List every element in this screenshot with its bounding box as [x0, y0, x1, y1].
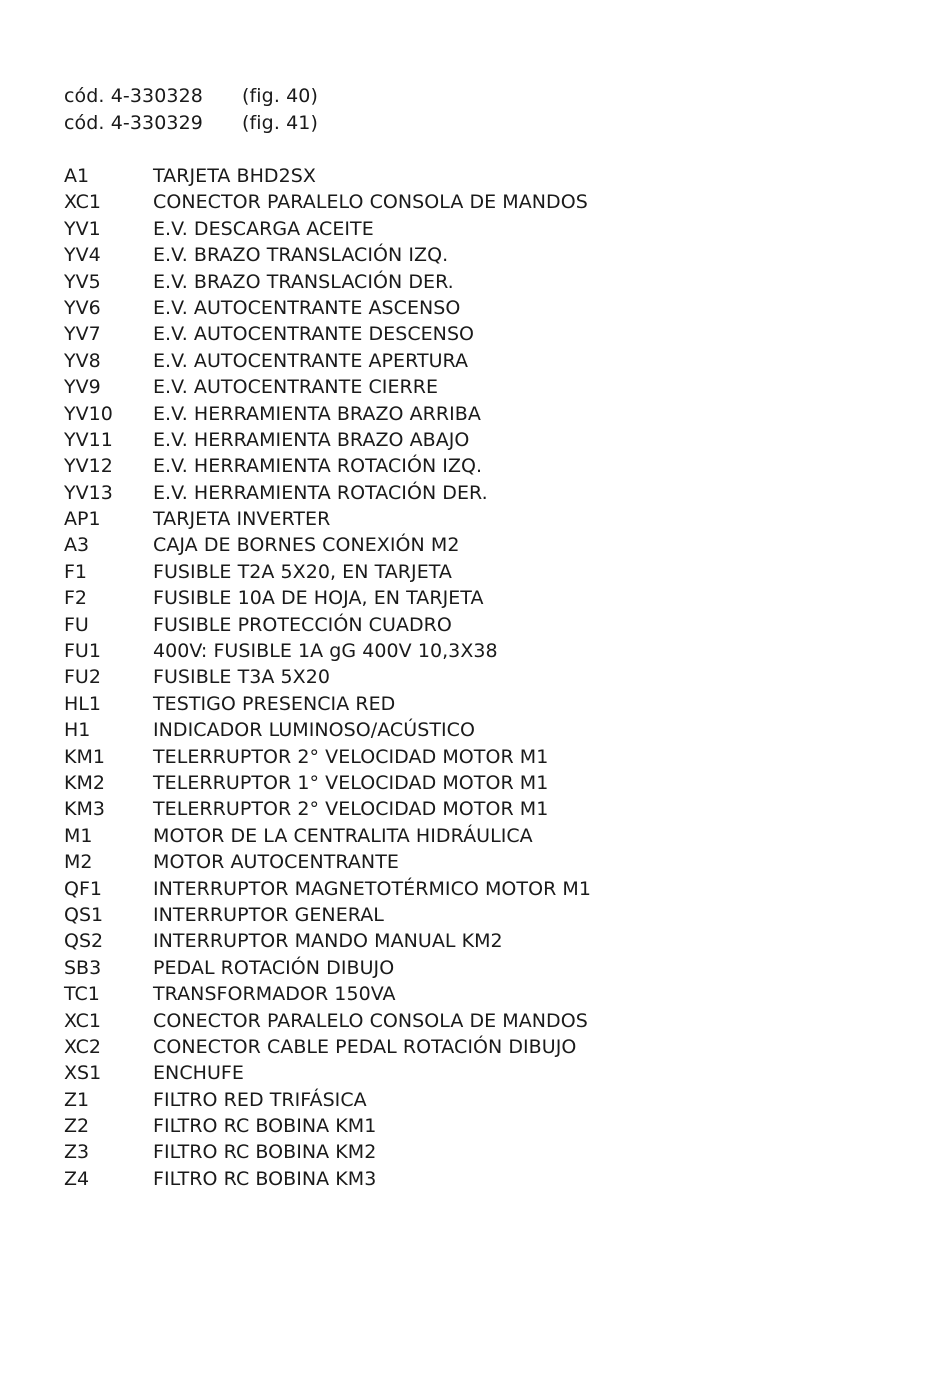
component-code: YV8	[64, 349, 101, 372]
legend-row	[64, 163, 924, 189]
component-code: YV13	[64, 481, 113, 504]
component-description: E.V. AUTOCENTRANTE DESCENSO	[153, 323, 475, 346]
component-code: FU2	[64, 666, 101, 689]
component-code: HL1	[64, 692, 101, 715]
component-description: MOTOR DE LA CENTRALITA HIDRÁULICA	[153, 824, 533, 847]
component-description: FILTRO RED TRIFÁSICA	[153, 1088, 367, 1111]
component-description: INTERRUPTOR MAGNETOTÉRMICO MOTOR M1	[153, 877, 592, 900]
component-description: TELERRUPTOR 1° VELOCIDAD MOTOR M1	[153, 771, 549, 794]
component-code: XS1	[64, 1062, 102, 1085]
component-code: F2	[64, 587, 88, 610]
component-description: TELERRUPTOR 2° VELOCIDAD MOTOR M1	[153, 745, 549, 768]
legend-row	[64, 585, 924, 611]
component-code: AP1	[64, 508, 101, 531]
component-legend	[64, 163, 924, 1192]
legend-row	[64, 374, 924, 400]
component-description: CONECTOR CABLE PEDAL ROTACIÓN DIBUJO	[153, 1035, 577, 1058]
legend-row	[64, 823, 924, 849]
component-code: FU1	[64, 640, 101, 663]
component-description: INDICADOR LUMINOSO/ACÚSTICO	[153, 719, 475, 742]
legend-row	[64, 216, 924, 242]
component-description: PEDAL ROTACIÓN DIBUJO	[153, 956, 395, 979]
legend-row	[64, 1034, 924, 1060]
component-description: E.V. BRAZO TRANSLACIÓN IZQ.	[153, 244, 449, 267]
legend-row	[64, 1113, 924, 1139]
component-code: YV9	[64, 376, 101, 399]
legend-row	[64, 348, 924, 374]
component-code: YV7	[64, 323, 101, 346]
component-description: E.V. HERRAMIENTA ROTACIÓN IZQ.	[153, 455, 483, 478]
component-description: E.V. HERRAMIENTA BRAZO ARRIBA	[153, 402, 481, 425]
product-code: cód. 4-330328	[64, 85, 203, 107]
component-description: INTERRUPTOR GENERAL	[153, 903, 384, 926]
component-code: YV1	[64, 217, 101, 240]
legend-row	[64, 532, 924, 558]
component-code: XC1	[64, 1009, 101, 1032]
legend-row	[64, 770, 924, 796]
component-code: YV4	[64, 244, 101, 267]
component-description: FILTRO RC BOBINA KM1	[153, 1115, 377, 1138]
component-description: 400V: FUSIBLE 1A gG 400V 10,3X38	[153, 640, 498, 663]
legend-row	[64, 1087, 924, 1113]
component-code: YV6	[64, 296, 101, 319]
component-code: F1	[64, 560, 88, 583]
legend-row	[64, 321, 924, 347]
legend-row	[64, 691, 924, 717]
component-code: KM1	[64, 745, 105, 768]
component-description: FUSIBLE 10A DE HOJA, EN TARJETA	[153, 587, 484, 610]
legend-row	[64, 876, 924, 902]
legend-row	[64, 796, 924, 822]
component-code: XC1	[64, 191, 101, 214]
component-code: Z1	[64, 1088, 90, 1111]
component-description: FUSIBLE T3A 5X20	[153, 666, 330, 689]
legend-row	[64, 1008, 924, 1034]
legend-row	[64, 1060, 924, 1086]
legend-row	[64, 612, 924, 638]
component-code: YV5	[64, 270, 101, 293]
legend-row	[64, 955, 924, 981]
legend-row	[64, 559, 924, 585]
figure-reference: (fig. 41)	[242, 112, 319, 134]
component-description: FUSIBLE T2A 5X20, EN TARJETA	[153, 560, 452, 583]
legend-row	[64, 638, 924, 664]
legend-row	[64, 480, 924, 506]
component-description: E.V. DESCARGA ACEITE	[153, 217, 374, 240]
component-code: Z2	[64, 1115, 90, 1138]
component-code: YV10	[64, 402, 113, 425]
legend-row	[64, 928, 924, 954]
component-code: YV12	[64, 455, 113, 478]
component-code: FU	[64, 613, 89, 636]
component-description: ENCHUFE	[153, 1062, 244, 1085]
product-codes	[64, 83, 924, 137]
component-description: CONECTOR PARALELO CONSOLA DE MANDOS	[153, 1009, 588, 1032]
component-code: YV11	[64, 428, 113, 451]
component-code: A1	[64, 165, 90, 187]
component-description: E.V. AUTOCENTRANTE ASCENSO	[153, 296, 461, 319]
legend-row	[64, 506, 924, 532]
component-description: INTERRUPTOR MANDO MANUAL KM2	[153, 930, 503, 953]
legend-row	[64, 744, 924, 770]
document-page	[64, 83, 924, 1192]
component-description: E.V. AUTOCENTRANTE CIERRE	[153, 376, 439, 399]
product-code: cód. 4-330329	[64, 112, 203, 134]
legend-row	[64, 427, 924, 453]
code-line	[64, 110, 924, 137]
legend-row	[64, 1139, 924, 1165]
legend-row	[64, 295, 924, 321]
component-code: XC2	[64, 1035, 101, 1058]
component-description: TELERRUPTOR 2° VELOCIDAD MOTOR M1	[153, 798, 549, 821]
component-description: E.V. HERRAMIENTA ROTACIÓN DER.	[153, 481, 488, 504]
legend-row	[64, 981, 924, 1007]
component-code: M2	[64, 851, 93, 874]
component-code: M1	[64, 824, 93, 847]
component-code: SB3	[64, 956, 102, 979]
component-description: E.V. BRAZO TRANSLACIÓN DER.	[153, 270, 454, 293]
legend-row	[64, 902, 924, 928]
code-line	[64, 83, 924, 110]
component-code: Z4	[64, 1167, 90, 1190]
component-description: TESTIGO PRESENCIA RED	[153, 692, 396, 715]
component-description: E.V. HERRAMIENTA BRAZO ABAJO	[153, 428, 470, 451]
legend-row	[64, 189, 924, 215]
legend-row	[64, 664, 924, 690]
component-description: MOTOR AUTOCENTRANTE	[153, 851, 399, 874]
component-code: TC1	[64, 983, 100, 1006]
component-code: KM2	[64, 771, 105, 794]
component-code: Z3	[64, 1141, 90, 1164]
legend-row	[64, 269, 924, 295]
legend-row	[64, 1166, 924, 1192]
component-code: A3	[64, 534, 90, 557]
legend-row	[64, 453, 924, 479]
component-description: FUSIBLE PROTECCIÓN CUADRO	[153, 613, 452, 636]
component-description: TARJETA BHD2SX	[153, 165, 316, 187]
component-description: E.V. AUTOCENTRANTE APERTURA	[153, 349, 469, 372]
legend-row	[64, 401, 924, 427]
component-code: KM3	[64, 798, 105, 821]
component-description: FILTRO RC BOBINA KM3	[153, 1167, 377, 1190]
component-code: H1	[64, 719, 91, 742]
component-code: QS1	[64, 903, 104, 926]
component-description: TRANSFORMADOR 150VA	[153, 983, 396, 1006]
component-code: QF1	[64, 877, 102, 900]
component-description: TARJETA INVERTER	[153, 508, 331, 531]
component-description: CONECTOR PARALELO CONSOLA DE MANDOS	[153, 191, 588, 214]
legend-row	[64, 242, 924, 268]
component-description: FILTRO RC BOBINA KM2	[153, 1141, 377, 1164]
component-code: QS2	[64, 930, 104, 953]
legend-row	[64, 849, 924, 875]
component-description: CAJA DE BORNES CONEXIÓN M2	[153, 534, 460, 557]
legend-row	[64, 717, 924, 743]
figure-reference: (fig. 40)	[242, 85, 319, 107]
